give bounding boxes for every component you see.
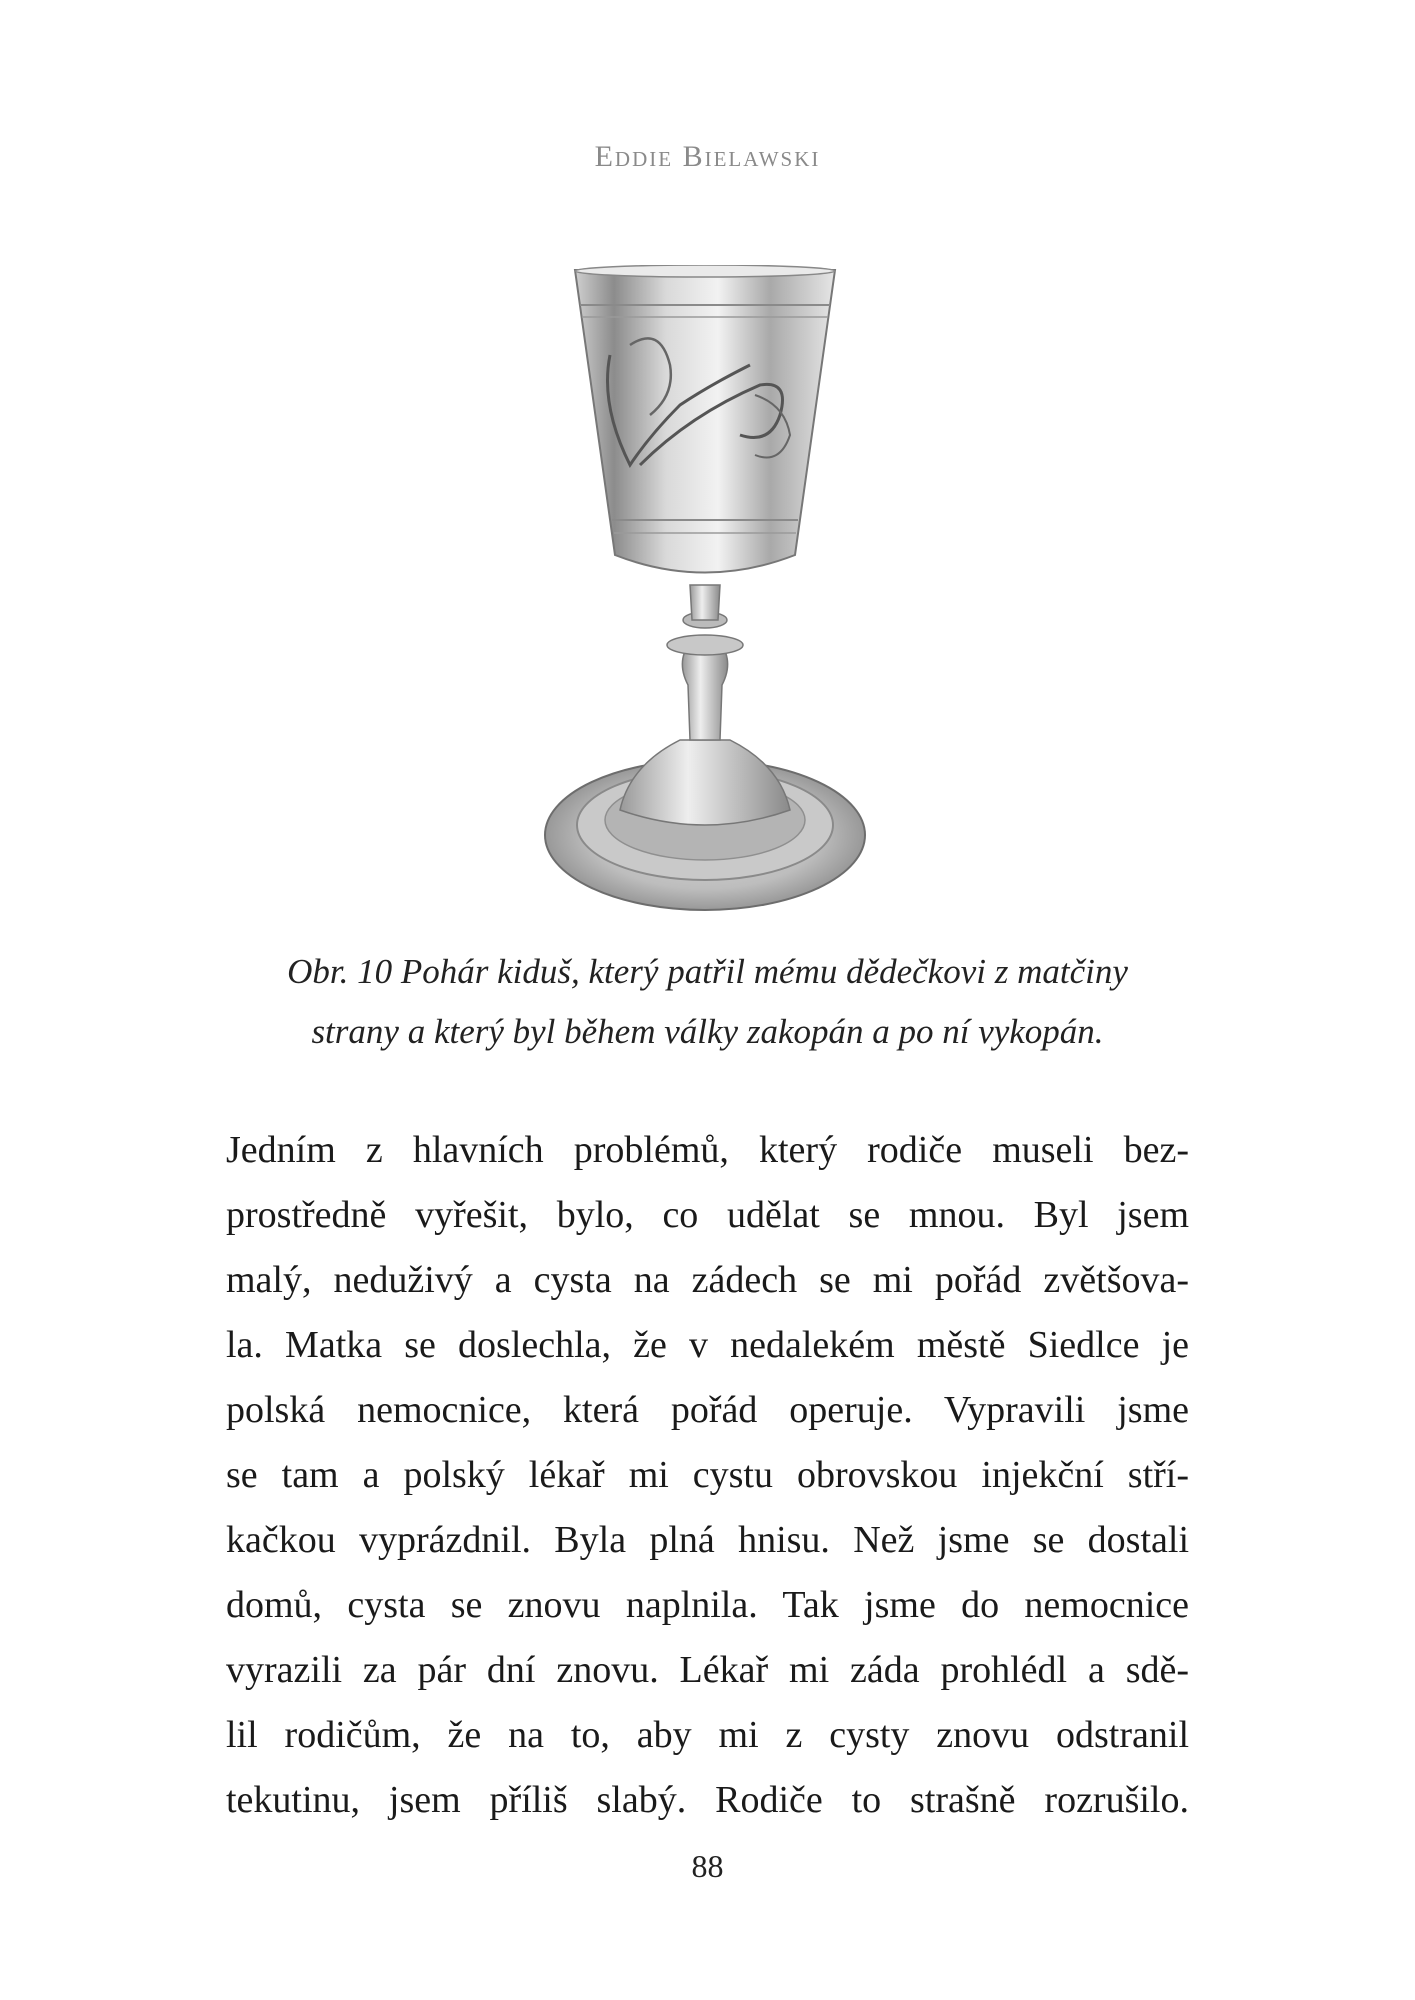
text-line: se tam a polský lékař mi cystu obrovskou injekční stří- [226,1454,1189,1496]
text-line: tekutinu, jsem příliš slabý. Rodiče to strašně rozrušilo. [226,1779,1189,1821]
page-number: 88 [691,1848,724,1884]
caption-line: strany a který byl během války zakopán a po ní vykopán. [311,1012,1104,1051]
text-line: lil rodičům, že na to, aby mi z cysty znovu odstranil [226,1714,1189,1756]
text-line: Jedním z hlavních problémů, který rodiče museli bez- [226,1129,1189,1171]
running-head: Eddie Bielawski [594,140,821,173]
kiddush-cup-photo [540,265,870,915]
text-line: domů, cysta se znovu naplnila. Tak jsme do nemocnice [226,1584,1189,1626]
caption-line: Obr. 10 Pohár kiduš, který patřil mému dědečkovi z matčiny [287,952,1128,991]
text-line: malý, neduživý a cysta na zádech se mi pořád zvětšova- [226,1259,1189,1301]
text-line: polská nemocnice, která pořád operuje. Vypravili jsme [226,1389,1189,1431]
body-paragraph [226,1118,1189,1833]
text-line: la. Matka se doslechla, že v nedalekém městě Siedlce je [226,1324,1189,1366]
kiddush-cup-icon [540,265,870,915]
text-line: kačkou vyprázdnil. Byla plná hnisu. Než jsme se dostali [226,1519,1189,1561]
text-line: prostředně vyřešit, bylo, co udělat se mnou. Byl jsem [226,1194,1189,1236]
text-line: vyrazili za pár dní znovu. Lékař mi záda prohlédl a sdě- [226,1649,1189,1691]
figure-caption [180,942,1235,1062]
